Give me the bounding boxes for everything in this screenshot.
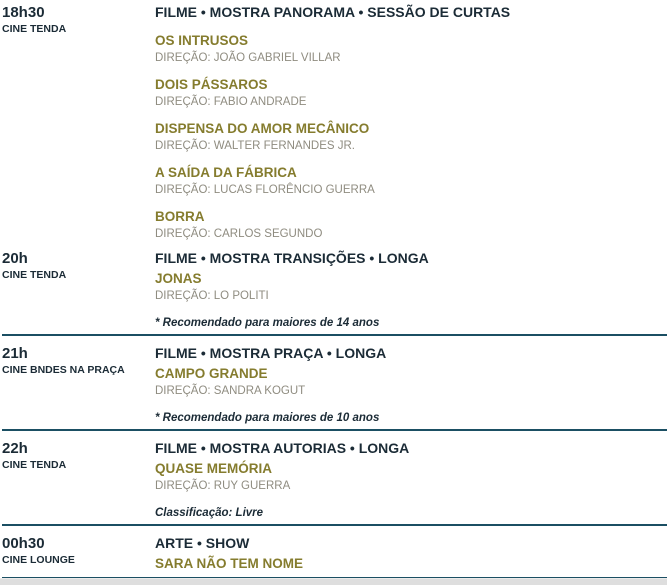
session-venue: CINE TENDA bbox=[2, 269, 67, 281]
film-entry bbox=[155, 165, 667, 197]
session-category: FILME • MOSTRA PRAÇA • LONGA bbox=[155, 345, 387, 361]
session-category: ARTE • SHOW bbox=[155, 535, 250, 551]
session-time-venue bbox=[2, 250, 155, 282]
session-row-00h30 bbox=[2, 526, 667, 572]
session-time: 18h30 bbox=[2, 4, 45, 21]
film-entry bbox=[155, 121, 667, 153]
film-director: DIREÇÃO: LO POLITI bbox=[155, 290, 269, 302]
session-time-venue bbox=[2, 4, 155, 36]
session-time-venue bbox=[2, 535, 155, 567]
film-title[interactable]: DISPENSA DO AMOR MECÂNICO bbox=[155, 121, 370, 136]
film-director: DIREÇÃO: JOÃO GABRIEL VILLAR bbox=[155, 52, 341, 64]
film-entry bbox=[155, 77, 667, 109]
film-entry bbox=[155, 556, 667, 572]
session-details bbox=[155, 535, 667, 572]
film-entry bbox=[155, 33, 667, 65]
session-details bbox=[155, 440, 667, 520]
session-row-21h bbox=[2, 336, 667, 425]
film-director: DIREÇÃO: LUCAS FLORÊNCIO GUERRA bbox=[155, 184, 375, 196]
session-row-18h30 bbox=[2, 4, 667, 241]
session-venue: CINE TENDA bbox=[2, 23, 67, 35]
session-details bbox=[155, 4, 667, 241]
film-title[interactable]: QUASE MEMÓRIA bbox=[155, 461, 273, 476]
session-time-venue bbox=[2, 440, 155, 472]
session-time: 21h bbox=[2, 345, 28, 362]
film-entry bbox=[155, 461, 667, 493]
film-entry bbox=[155, 366, 667, 398]
film-title[interactable]: BORRA bbox=[155, 209, 205, 224]
session-category: FILME • MOSTRA TRANSIÇÕES • LONGA bbox=[155, 250, 429, 266]
film-director: DIREÇÃO: WALTER FERNANDES JR. bbox=[155, 140, 355, 152]
session-category: FILME • MOSTRA PANORAMA • SESSÃO DE CURTAS bbox=[155, 4, 511, 20]
film-entry bbox=[155, 271, 667, 303]
session-row-22h bbox=[2, 431, 667, 520]
session-time-venue bbox=[2, 345, 155, 377]
session-time: 22h bbox=[2, 440, 28, 457]
session-venue: CINE BNDES NA PRAÇA bbox=[2, 364, 125, 376]
film-title[interactable]: CAMPO GRANDE bbox=[155, 366, 268, 381]
film-director: DIREÇÃO: FABIO ANDRADE bbox=[155, 96, 307, 108]
film-title[interactable]: OS INTRUSOS bbox=[155, 33, 249, 48]
film-title[interactable]: A SAÍDA DA FÁBRICA bbox=[155, 165, 297, 180]
rating-note: * Recomendado para maiores de 10 anos bbox=[155, 412, 380, 424]
film-director: DIREÇÃO: CARLOS SEGUNDO bbox=[155, 228, 323, 240]
rating-note: Classificação: Livre bbox=[155, 507, 264, 519]
film-title[interactable]: SARA NÃO TEM NOME bbox=[155, 556, 303, 571]
session-row-20h bbox=[2, 241, 667, 330]
session-venue: CINE TENDA bbox=[2, 459, 67, 471]
session-venue: CINE LOUNGE bbox=[2, 554, 75, 566]
session-details bbox=[155, 250, 667, 330]
film-title[interactable]: JONAS bbox=[155, 271, 202, 286]
footer-strip bbox=[0, 578, 667, 585]
film-entry bbox=[155, 209, 667, 241]
film-director: DIREÇÃO: RUY GUERRA bbox=[155, 480, 291, 492]
film-director: DIREÇÃO: SANDRA KOGUT bbox=[155, 385, 306, 397]
rating-note: * Recomendado para maiores de 14 anos bbox=[155, 317, 380, 329]
session-time: 20h bbox=[2, 250, 28, 267]
film-title[interactable]: DOIS PÁSSAROS bbox=[155, 77, 268, 92]
session-time: 00h30 bbox=[2, 535, 45, 552]
session-category: FILME • MOSTRA AUTORIAS • LONGA bbox=[155, 440, 410, 456]
session-details bbox=[155, 345, 667, 425]
